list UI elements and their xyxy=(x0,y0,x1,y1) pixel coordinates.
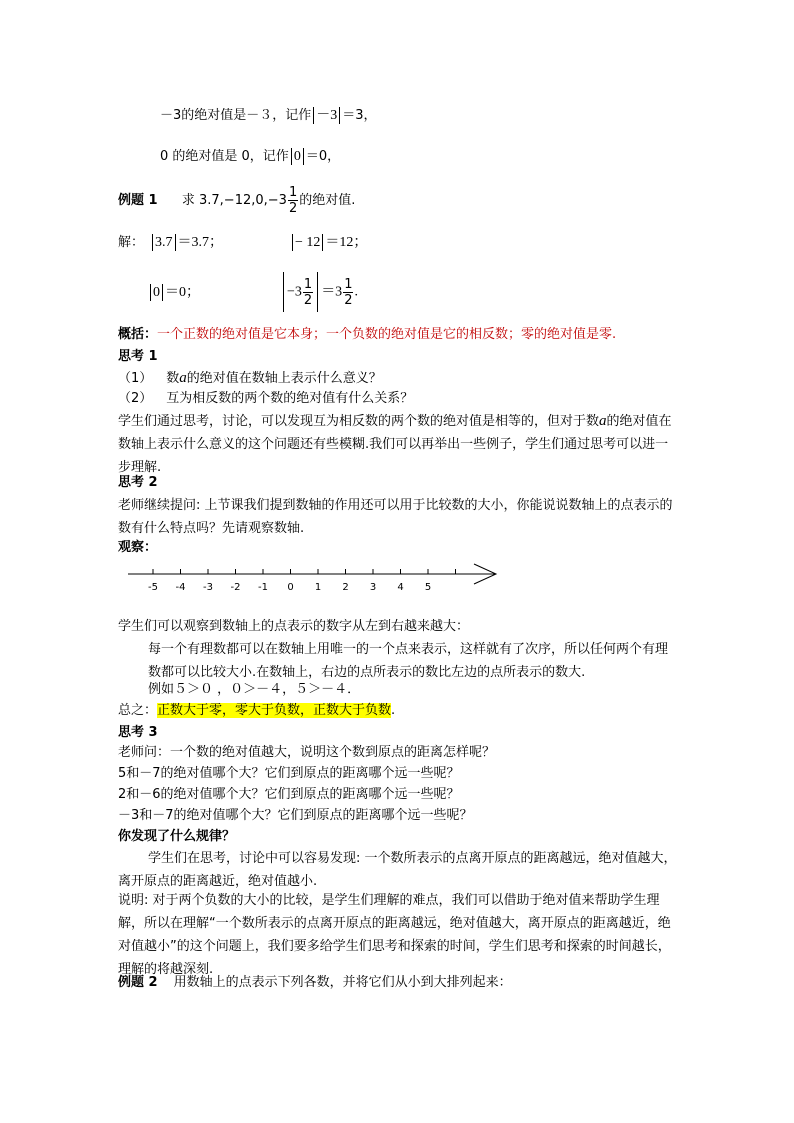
abs-inside: − 12 xyxy=(295,235,321,250)
abs-inside: 0 xyxy=(293,149,301,164)
tick-label: -1 xyxy=(258,582,268,593)
variable-a: a xyxy=(599,413,607,429)
tick-label: 0 xyxy=(287,582,294,593)
abs-bar xyxy=(339,107,340,124)
abs-inside: 0 xyxy=(153,285,160,300)
fraction: $\frac{1}{2}$ xyxy=(303,276,313,308)
summary-2-label: 总之： xyxy=(118,703,158,718)
summary-1 xyxy=(118,325,616,345)
think-3-q3: －3和－7的绝对值哪个大？它们到原点的距离哪个远一些呢？ xyxy=(118,808,473,823)
abs-inside: −3 xyxy=(287,284,302,300)
solution-b-rhs: ＝12； xyxy=(325,235,368,250)
intro-line-1-text: －3的绝对值是－３，记作 xyxy=(160,108,312,123)
rule-note: 说明: 对于两个负数的大小的比较，是学生们理解的难点，我们可以借助于绝对值来帮助学生理解，所以在理解“一个数所表示的点离开原点的距离越远，绝对值越大，离开原点的距离越近，绝对值越小”的这个问题上，我们要多给学生们思考和探索的时间，学生们思考和探索的时间越长，理解的将越深刻. xyxy=(118,893,671,977)
tick-label: -3 xyxy=(203,582,213,593)
summary-1-label: 概括： xyxy=(118,327,158,342)
abs-bar xyxy=(150,284,151,301)
intro-line-2 xyxy=(160,147,340,167)
abs-bar xyxy=(322,234,323,251)
think-3-q0: 老师问：一个数的绝对值越大，说明这个数到原点的距离怎样呢？ xyxy=(118,745,496,760)
intro-line-1-result: ＝3， xyxy=(342,108,377,123)
abs-bar xyxy=(317,272,318,312)
summary-2: 总之：正数大于零，零大于负数，正数大于负数. xyxy=(118,703,396,718)
solution-b xyxy=(290,233,367,253)
think-1-q2: （2） 互为相反数的两个数的绝对值有什么关系？ xyxy=(118,391,414,406)
tick-label: 4 xyxy=(397,582,404,593)
abs-bar xyxy=(313,107,314,124)
abs-bar xyxy=(162,284,163,301)
observe-paragraph: 每一个有理数都可以在数轴上用唯一的一个点来表示，这样就有了次序，所以任何两个有理数都可以比较大小.在数轴上，右边的点所表示的数比左边的点所表示的数大. xyxy=(148,642,669,680)
summary-1-text: 一个正数的绝对值是它本身；一个负数的绝对值是它的相反数；零的绝对值是零. xyxy=(157,327,617,342)
tick-label: 5 xyxy=(424,582,432,593)
observe-line-1: 学生们可以观察到数轴上的点表示的数字从左到右越来越大： xyxy=(118,619,470,634)
think-3-title: 思考 3 xyxy=(118,725,158,740)
solution-d xyxy=(280,272,358,313)
think-3-q2: 2和－6的绝对值哪个大？它们到原点的距离哪个远一些呢？ xyxy=(118,787,460,802)
example-1-text: 求 3.7,−12,0,−3 xyxy=(181,193,287,208)
rule-title: 你发现了什么规律？ xyxy=(118,829,236,844)
solution-label: 解： xyxy=(118,235,145,250)
tick-label: -4 xyxy=(175,582,186,593)
think-3-q1: 5和－7的绝对值哪个大？它们到原点的距离哪个远一些呢？ xyxy=(118,766,460,781)
example-1 xyxy=(118,185,355,217)
observe-title: 观察： xyxy=(118,540,158,555)
abs-bar xyxy=(292,234,293,251)
solution-c-rhs: ＝0； xyxy=(165,285,200,300)
fraction: $\frac{1}{2}$ xyxy=(344,276,353,308)
tick-label: -2 xyxy=(230,582,241,593)
think-2-title: 思考 2 xyxy=(118,475,158,490)
intro-line-2-result: ＝0， xyxy=(305,149,341,164)
tick-label: -5 xyxy=(148,582,158,593)
tick-label: 3 xyxy=(369,582,377,593)
solution-d-end: . xyxy=(354,284,358,300)
tick-label: 2 xyxy=(342,582,349,593)
think-1-q1: （1） 数a的绝对值在数轴上表示什么意义？ xyxy=(118,370,382,386)
abs-inside: 3.7 xyxy=(155,235,173,250)
abs-bar xyxy=(152,234,153,251)
solution-c xyxy=(148,283,200,303)
think-1-paragraph: 学生们通过思考，讨论，可以发现互为相反数的两个数的绝对值是相等的，但对于数a的绝对值在数轴上表示什么意义的这个问题还有些模糊.我们可以再举出一些例子，学生们通过思考可以进一步理解. xyxy=(118,413,672,475)
think-1-title: 思考 1 xyxy=(118,349,158,364)
fraction: $\frac{1}{2}$ xyxy=(288,185,298,216)
rule-paragraph: 学生们在思考，讨论中可以容易发现: 一个数所表示的点离开原点的距离越远，绝对值越大，离开原点的距离越近，绝对值越小. xyxy=(118,851,677,889)
abs-inside: －3 xyxy=(316,108,338,123)
example-2-text: 用数轴上的点表示下列各数，并将它们从小到大排列起来： xyxy=(173,975,512,990)
think-2-paragraph: 老师继续提问: 上节课我们提到数轴的作用还可以用于比较数的大小，你能说说数轴上的点表示的数有什么特点吗？先请观察数轴. xyxy=(118,498,673,536)
abs-bar xyxy=(283,272,284,312)
abs-bar xyxy=(291,148,292,165)
intro-line-2-text: 0 的绝对值是 0，记作 xyxy=(160,149,289,164)
abs-bar xyxy=(303,148,304,165)
example-2-label: 例题 2 xyxy=(118,975,158,990)
observe-example: 例如５＞０ ，０＞－４，５＞－４． xyxy=(148,682,361,697)
solution-a-rhs: ＝3.7； xyxy=(177,235,223,250)
example-1-tail: 的绝对值. xyxy=(299,193,356,208)
intro-line-1 xyxy=(160,106,377,126)
solution-d-rhs: ＝3 xyxy=(321,284,343,300)
tick-label: 1 xyxy=(314,582,322,593)
abs-bar xyxy=(175,234,176,251)
number-line xyxy=(128,560,508,600)
solution-a xyxy=(150,233,223,253)
summary-2-highlight: 正数大于零，零大于负数，正数大于负数 xyxy=(157,703,392,718)
example-2 xyxy=(118,973,512,993)
example-1-label: 例题 1 xyxy=(118,193,158,208)
variable-a: a xyxy=(179,370,187,386)
